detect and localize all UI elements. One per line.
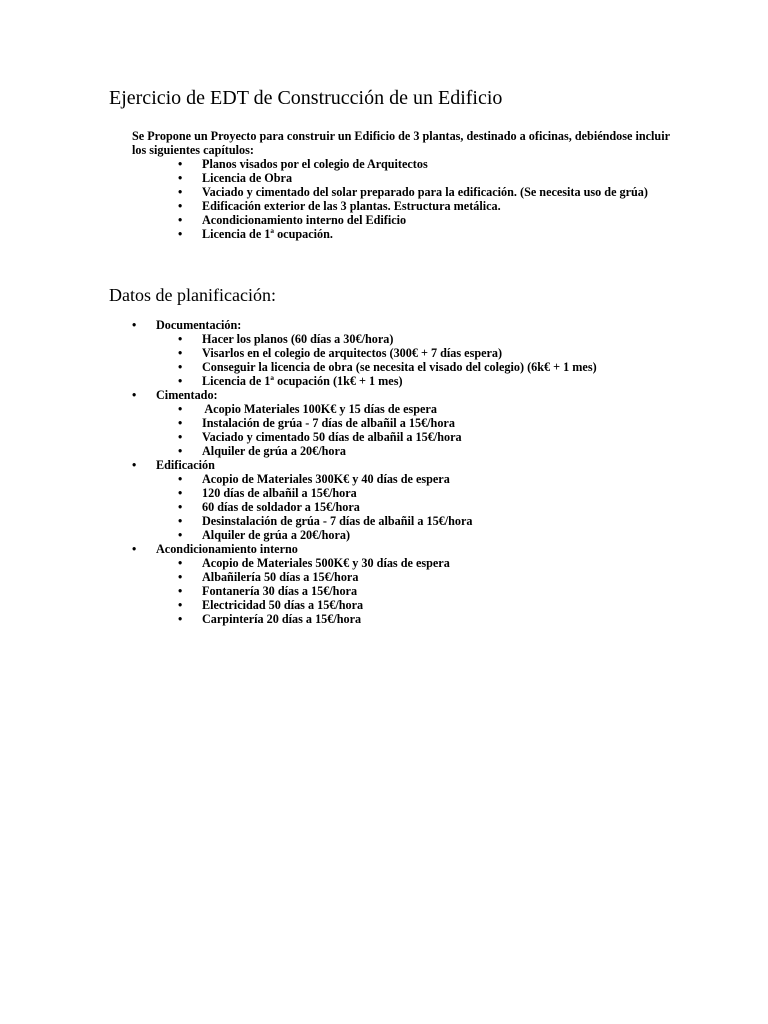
planning-list: [0, 318, 768, 626]
list-item: [0, 486, 768, 500]
bullet-icon: •: [178, 346, 183, 360]
bullet-icon: •: [178, 185, 183, 199]
list-item: [0, 346, 768, 360]
list-item: [0, 444, 768, 458]
item-text: 120 días de albañil a 15€/hora: [202, 486, 357, 500]
bullet-icon: •: [178, 402, 183, 416]
item-text: Carpintería 20 días a 15€/hora: [202, 612, 362, 626]
bullet-icon: •: [178, 444, 183, 458]
list-item: [0, 472, 768, 486]
list-item: [0, 598, 768, 612]
bullet-icon: •: [178, 374, 183, 388]
bullet-icon: •: [178, 213, 183, 227]
document-title: Ejercicio de EDT de Construcción de un Edificio: [109, 87, 503, 109]
bullet-icon: •: [178, 332, 183, 346]
chapter-text: Vaciado y cimentado del solar preparado para la edificación. (Se necesita uso de grúa): [202, 185, 648, 199]
item-text: Vaciado y cimentado 50 días de albañil a 15€/hora: [202, 430, 462, 444]
item-text: Fontanería 30 días a 15€/hora: [202, 584, 358, 598]
planning-section: [0, 458, 768, 472]
item-text: Alquiler de grúa a 20€/hora): [202, 528, 351, 542]
list-item: [0, 430, 768, 444]
bullet-icon: •: [178, 360, 183, 374]
list-item: [0, 612, 768, 626]
bullet-icon: •: [178, 584, 183, 598]
bullet-icon: •: [178, 486, 183, 500]
chapter-text: Licencia de 1ª ocupación.: [202, 227, 333, 241]
planning-title: Datos de planificación:: [109, 285, 276, 305]
item-text: Albañilería 50 días a 15€/hora: [202, 570, 359, 584]
bullet-icon: •: [132, 388, 137, 402]
bullet-icon: •: [178, 598, 183, 612]
item-text: Instalación de grúa - 7 días de albañil a 15€/hora: [202, 416, 455, 430]
intro-paragraph: Se Propone un Proyecto para construir un Edificio de 3 plantas, destinado a oficinas, debiéndose incluir los siguientes capítulos:: [132, 129, 670, 157]
list-item: [0, 157, 768, 171]
bullet-icon: •: [178, 416, 183, 430]
bullet-icon: •: [178, 430, 183, 444]
bullet-icon: •: [178, 570, 183, 584]
list-item: [0, 332, 768, 346]
section-label: Documentación:: [156, 318, 242, 332]
list-item: [0, 584, 768, 598]
bullet-icon: •: [178, 157, 183, 171]
bullet-icon: •: [178, 199, 183, 213]
bullet-icon: •: [178, 514, 183, 528]
list-item: [0, 402, 768, 416]
chapter-text: Acondicionamiento interno del Edificio: [202, 213, 407, 227]
list-item: [0, 514, 768, 528]
chapter-text: Licencia de Obra: [202, 171, 293, 185]
item-text: Conseguir la licencia de obra (se necesita el visado del colegio) (6k€ + 1 mes): [202, 360, 597, 374]
list-item: [0, 416, 768, 430]
item-text: Licencia de 1ª ocupación (1k€ + 1 mes): [202, 374, 403, 388]
chapter-text: Edificación exterior de las 3 plantas. Estructura metálica.: [202, 199, 501, 213]
item-text: Hacer los planos (60 días a 30€/hora): [202, 332, 394, 346]
bullet-icon: •: [132, 542, 137, 556]
section-label: Acondicionamiento interno: [156, 542, 298, 556]
chapter-text: Planos visados por el colegio de Arquitectos: [202, 157, 428, 171]
item-text: 60 días de soldador a 15€/hora: [202, 500, 360, 514]
item-text: Electricidad 50 días a 15€/hora: [202, 598, 364, 612]
item-text: Acopio de Materiales 300K€ y 40 días de espera: [202, 472, 450, 486]
bullet-icon: •: [132, 318, 137, 332]
list-item: [0, 171, 768, 185]
list-item: [0, 185, 768, 199]
list-item: [0, 360, 768, 374]
bullet-icon: •: [178, 528, 183, 542]
item-text: Acopio de Materiales 500K€ y 30 días de espera: [202, 556, 450, 570]
bullet-icon: •: [178, 472, 183, 486]
bullet-icon: •: [178, 556, 183, 570]
list-item: [0, 213, 768, 227]
list-item: [0, 500, 768, 514]
chapters-list: [0, 157, 768, 241]
section-label: Edificación: [156, 458, 215, 472]
bullet-icon: •: [178, 612, 183, 626]
bullet-icon: •: [178, 227, 183, 241]
bullet-icon: •: [178, 171, 183, 185]
planning-section: [0, 542, 768, 556]
section-label: Cimentado:: [156, 388, 218, 402]
list-item: [0, 374, 768, 388]
planning-section: [0, 388, 768, 402]
list-item: [0, 227, 768, 241]
list-item: [0, 528, 768, 542]
bullet-icon: •: [178, 500, 183, 514]
item-text: Visarlos en el colegio de arquitectos (300€ + 7 días espera): [202, 346, 503, 360]
list-item: [0, 556, 768, 570]
item-text: Acopio Materiales 100K€ y 15 días de espera: [202, 402, 437, 416]
bullet-icon: •: [132, 458, 137, 472]
list-item: [0, 199, 768, 213]
item-text: Alquiler de grúa a 20€/hora: [202, 444, 347, 458]
planning-section: [0, 318, 768, 332]
list-item: [0, 570, 768, 584]
item-text: Desinstalación de grúa - 7 días de albañil a 15€/hora: [202, 514, 473, 528]
